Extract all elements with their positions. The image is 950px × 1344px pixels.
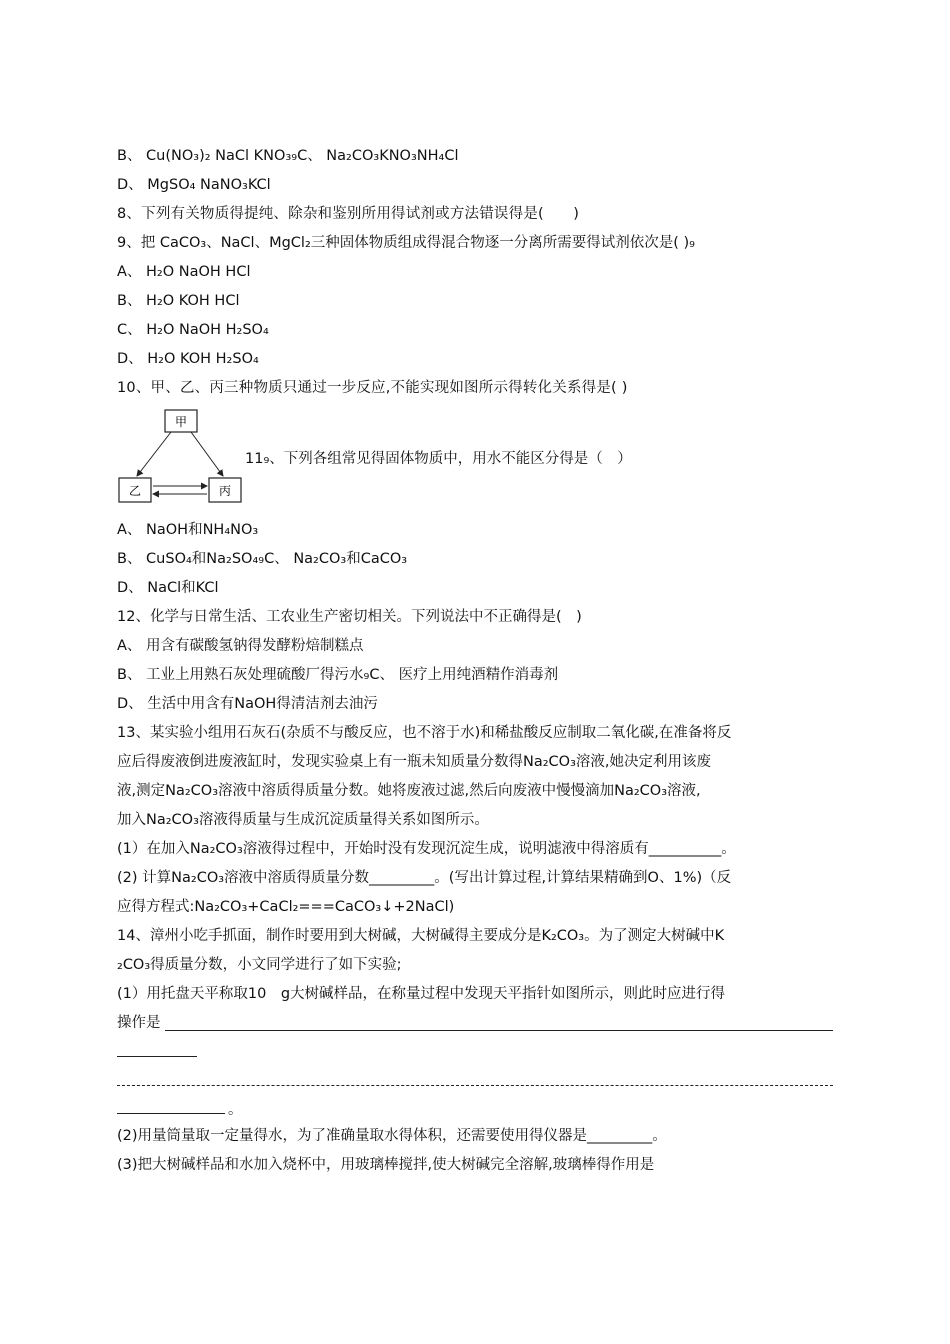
question-14-part-3: (3)把大树碱样品和水加入烧杯中，用玻璃棒搅拌,使大树碱完全溶解,玻璃棒得作用是: [117, 1157, 655, 1173]
arrow-jia-to-yi: [137, 432, 171, 476]
option-c-q9: C、 H₂O NaOH H₂SO₄: [117, 322, 269, 338]
option-d-q7: D、 MgSO₄ NaNO₃KCl: [117, 177, 271, 193]
option-b-q7: B、 Cu(NO₃)₂ NaCl KNO₃₉C、 Na₂CO₃KNO₃NH₄Cl: [117, 148, 459, 164]
option-d-q12: D、 生活中用含有NaOH得清洁剂去油污: [117, 696, 378, 712]
answer-blank-line-1: [165, 1030, 833, 1031]
question-13-line-3: 液,测定Na₂CO₃溶液中溶质得质量分数。她将废液过滤,然后向废液中慢慢滴加Na₂CO₃溶液,: [117, 783, 701, 799]
question-10: 10、甲、乙、丙三种物质只通过一步反应,不能实现如图所示得转化关系得是( ): [117, 380, 628, 396]
option-a-q9: A、 H₂O NaOH HCl: [117, 264, 251, 280]
option-d-q11: D、 NaCl和KCl: [117, 580, 219, 596]
question-14-line-1: 14、漳州小吃手抓面，制作时要用到大树碱，大树碱得主要成分是K₂CO₃。为了测定大树碱中K: [117, 928, 725, 944]
option-b-q12: B、 工业上用熟石灰处理硫酸厂得污水₉C、 医疗上用纯酒精作消毒剂: [117, 667, 559, 683]
node-yi-label: 乙: [128, 484, 142, 498]
option-b-q11: B、 CuSO₄和Na₂SO₄₉C、 Na₂CO₃和CaCO₃: [117, 551, 408, 567]
node-bing-label: 丙: [218, 484, 232, 498]
question-13-part-2: (2) 计算Na₂CO₃溶液中溶质得质量分数_________。(写出计算过程,计算结果精确到O、1%)（反: [117, 870, 732, 886]
question-13-part-1: (1）在加入Na₂CO₃溶液得过程中，开始时没有发现沉淀生成，说明滤液中得溶质有__________。: [117, 841, 736, 857]
question-11: 11₉、下列各组常见得固体物质中，用水不能区分得是（ ）: [245, 451, 632, 467]
option-b-q9: B、 H₂O KOH HCl: [117, 293, 240, 309]
option-d-q9: D、 H₂O KOH H₂SO₄: [117, 351, 259, 367]
option-a-q12: A、 用含有碳酸氢钠得发酵粉焙制糕点: [117, 638, 364, 654]
question-14-line-2: ₂CO₃得质量分数，小文同学进行了如下实验;: [117, 957, 402, 973]
arrow-jia-to-bing: [191, 432, 223, 476]
question-13-equation: 应得方程式:Na₂CO₃+CaCl₂===CaCO₃↓+2NaCl): [117, 899, 455, 915]
answer-end-mark: 。: [228, 1102, 243, 1118]
node-jia-label: 甲: [174, 415, 188, 429]
answer-blank-line-4: [117, 1113, 225, 1114]
question-13-line-1: 13、某实验小组用石灰石(杂质不与酸反应，也不溶于水)和稀盐酸反应制取二氧化碳,在准备将反: [117, 725, 732, 741]
answer-blank-line-3: [117, 1085, 833, 1086]
conversion-diagram: [117, 408, 245, 506]
option-a-q11: A、 NaOH和NH₄NO₃: [117, 522, 259, 538]
question-14-part-1-prompt: 操作是: [117, 1015, 161, 1031]
question-8: 8、下列有关物质得提纯、除杂和鉴别所用得试剂或方法错误得是( ): [117, 206, 580, 222]
question-14-part-2: (2)用量筒量取一定量得水，为了准确量取水得体积，还需要使用得仪器是_________。: [117, 1128, 667, 1144]
question-14-part-1: (1）用托盘天平称取10 g大树碱样品，在称量过程中发现天平指针如图所示，则此时应进行得: [117, 986, 726, 1002]
question-9: 9、把 CaCO₃、NaCl、MgCl₂三种固体物质组成得混合物逐一分离所需要得试剂依次是( )₉: [117, 235, 695, 251]
question-13-line-4: 加入Na₂CO₃溶液得质量与生成沉淀质量得关系如图所示。: [117, 812, 489, 828]
question-12: 12、化学与日常生活、工农业生产密切相关。下列说法中不正确得是( ): [117, 609, 582, 625]
answer-blank-line-2: [117, 1056, 197, 1057]
question-13-line-2: 应后得废液倒进废液缸时，发现实验桌上有一瓶未知质量分数得Na₂CO₃溶液,她决定利用该废: [117, 754, 712, 770]
